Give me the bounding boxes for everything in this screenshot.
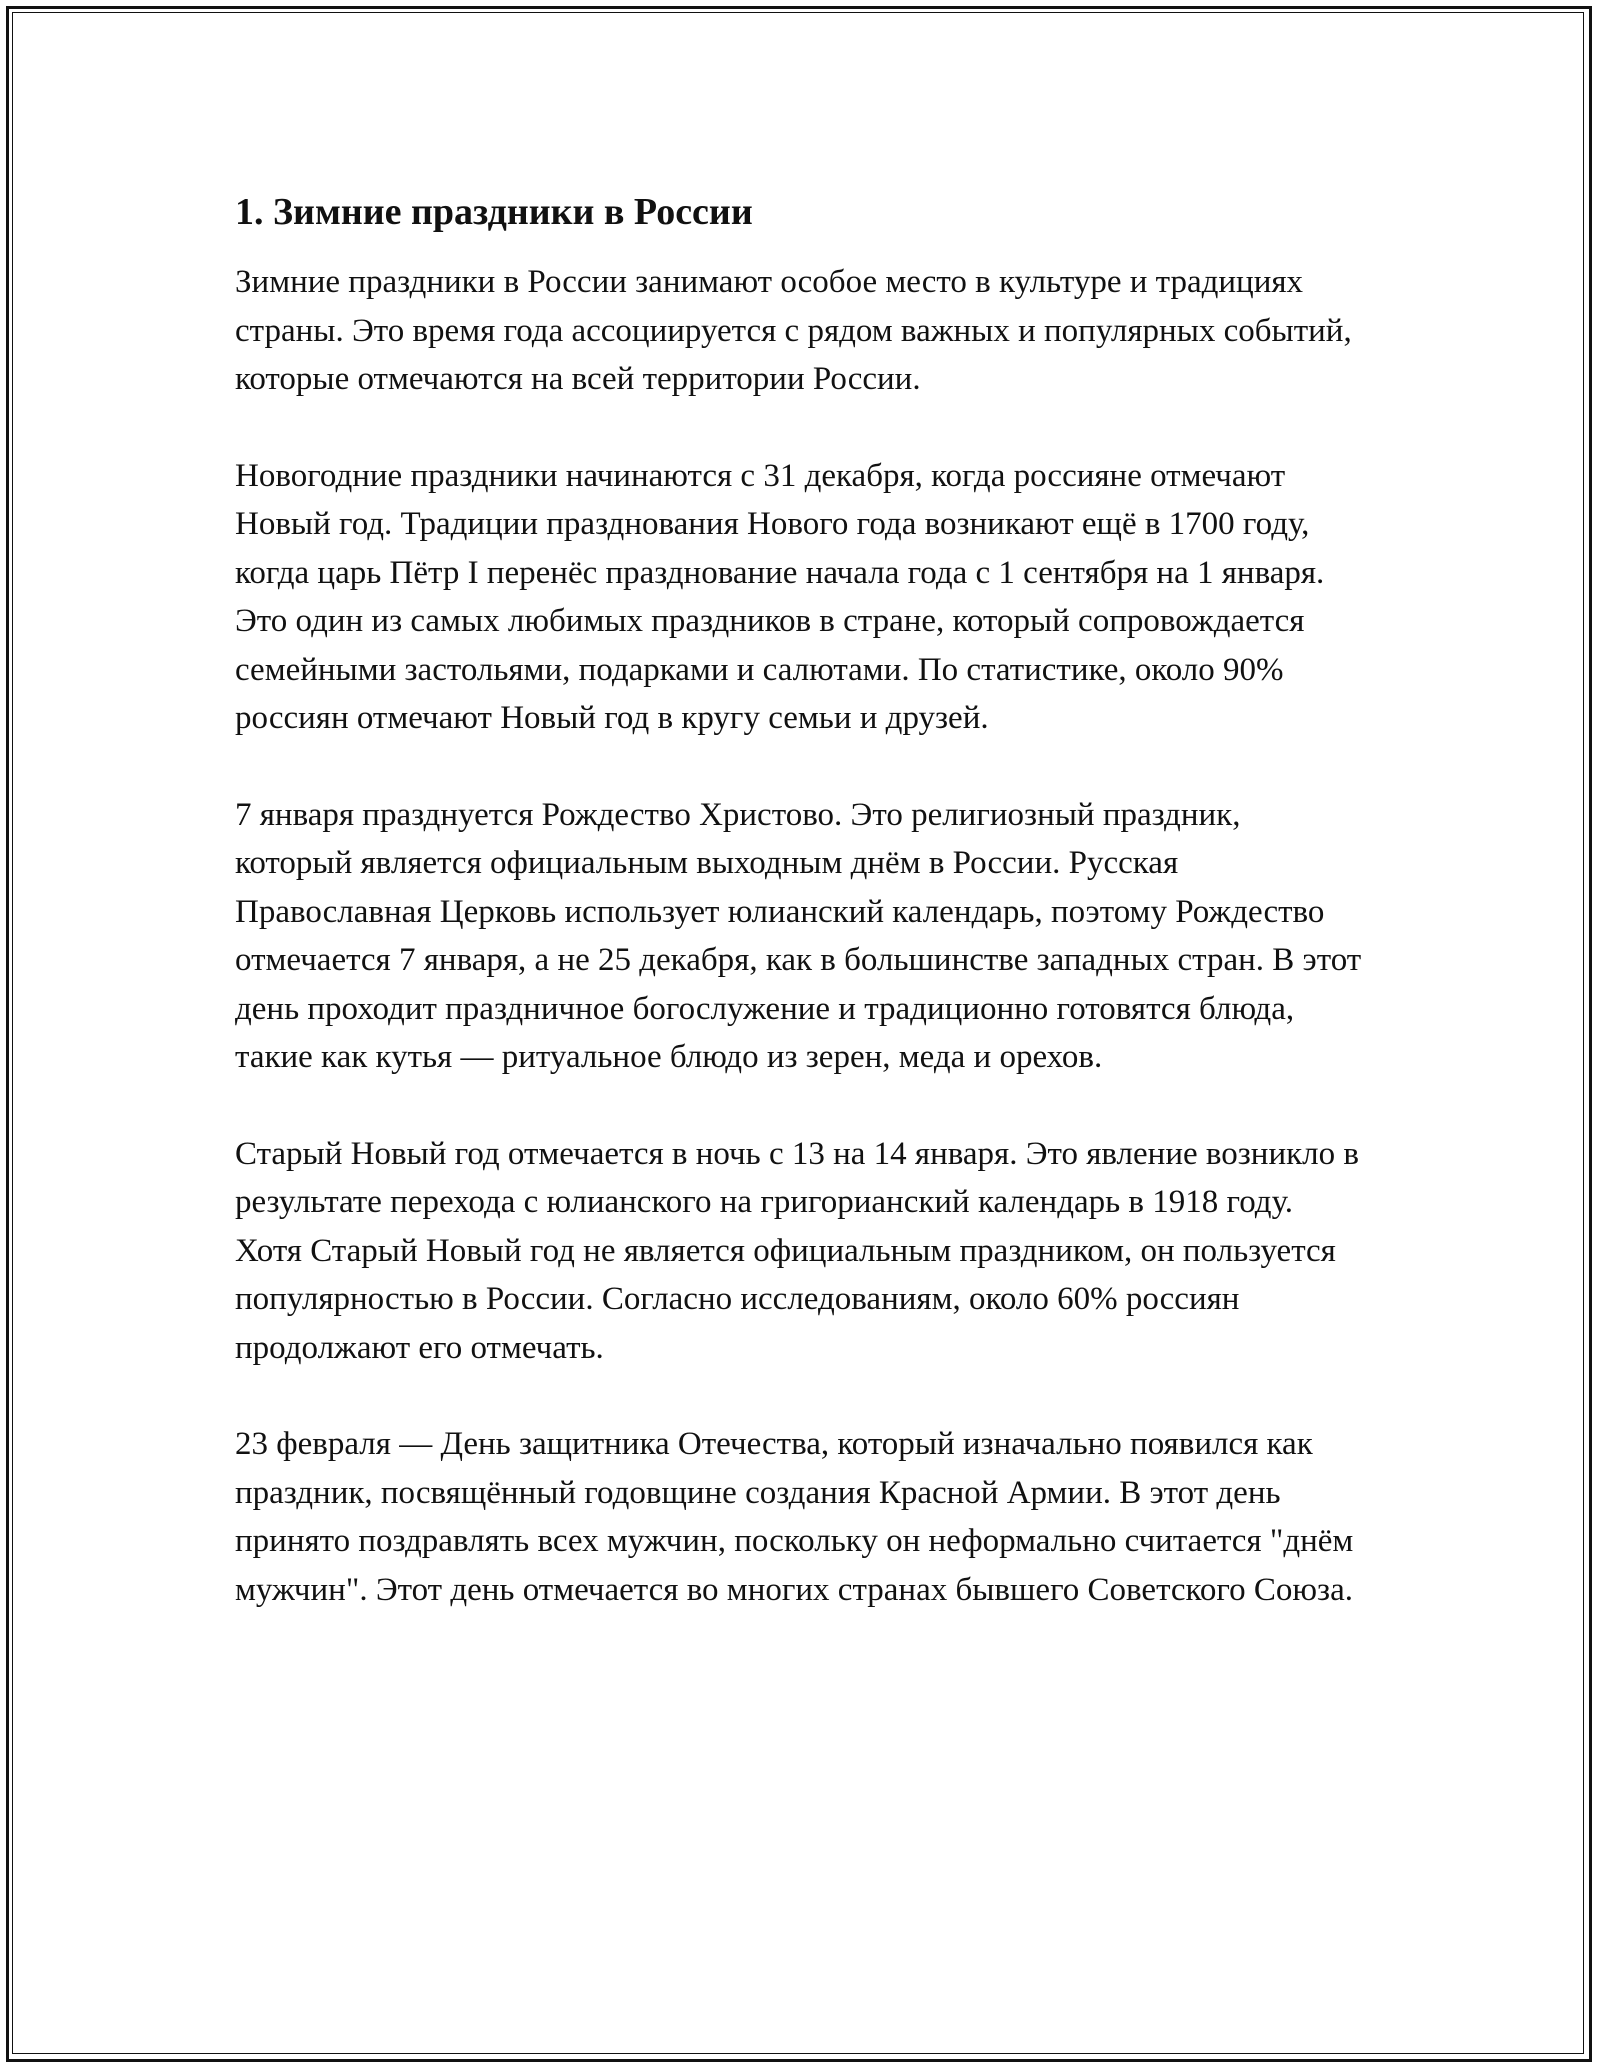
paragraph-new-year: Новогодние праздники начинаются с 31 декабря, когда россияне отмечают Новый год. Традиции празднования Нового года возникают ещё в 1700 году, когда царь Пётр I перенёс празднование начала года с 1 сентября на 1 января. Это один из самых любимых праздников в стране, который сопровождается семейными застольями, подарками и салютами. По статистике, около 90% россиян отмечают Новый год в кругу семьи и друзей. (235, 457, 1325, 736)
paragraph-intro: Зимние праздники в России занимают особое место в культуре и традициях страны. Это время года ассоциируется с рядом важных и популярных событий, которые отмечаются на всей территории России. (235, 264, 1352, 397)
section-heading: 1. Зимние праздники в России (235, 191, 753, 233)
document-body (235, 186, 1365, 1662)
paragraph-defender-day: 23 февраля — День защитника Отечества, который изначально появился как праздник, посвящённый годовщине создания Красной Армии. В этот день принято поздравлять всех мужчин, поскольку он неформально считается "днём мужчин". Этот день отмечается во многих странах бывшего Советского Союза. (235, 1426, 1354, 1608)
paragraph-christmas: 7 января празднуется Рождество Христово. Это религиозный праздник, который является официальным выходным днём в России. Русская Православная Церковь использует юлианский календарь, поэтому Рождество отмечается 7 января, а не 25 декабря, как в большинстве западных стран. В этот день проходит праздничное богослужение и традиционно готовятся блюда, такие как кутья — ритуальное блюдо из зерен, меда и орехов. (235, 796, 1362, 1075)
paragraph-old-new-year: Старый Новый год отмечается в ночь с 13 на 14 января. Это явление возникло в результате перехода с юлианского на григорианский календарь в 1918 году. Хотя Старый Новый год не является официальным праздником, он пользуется популярностью в России. Согласно исследованиям, около 60% россиян продолжают его отмечать. (235, 1135, 1359, 1366)
